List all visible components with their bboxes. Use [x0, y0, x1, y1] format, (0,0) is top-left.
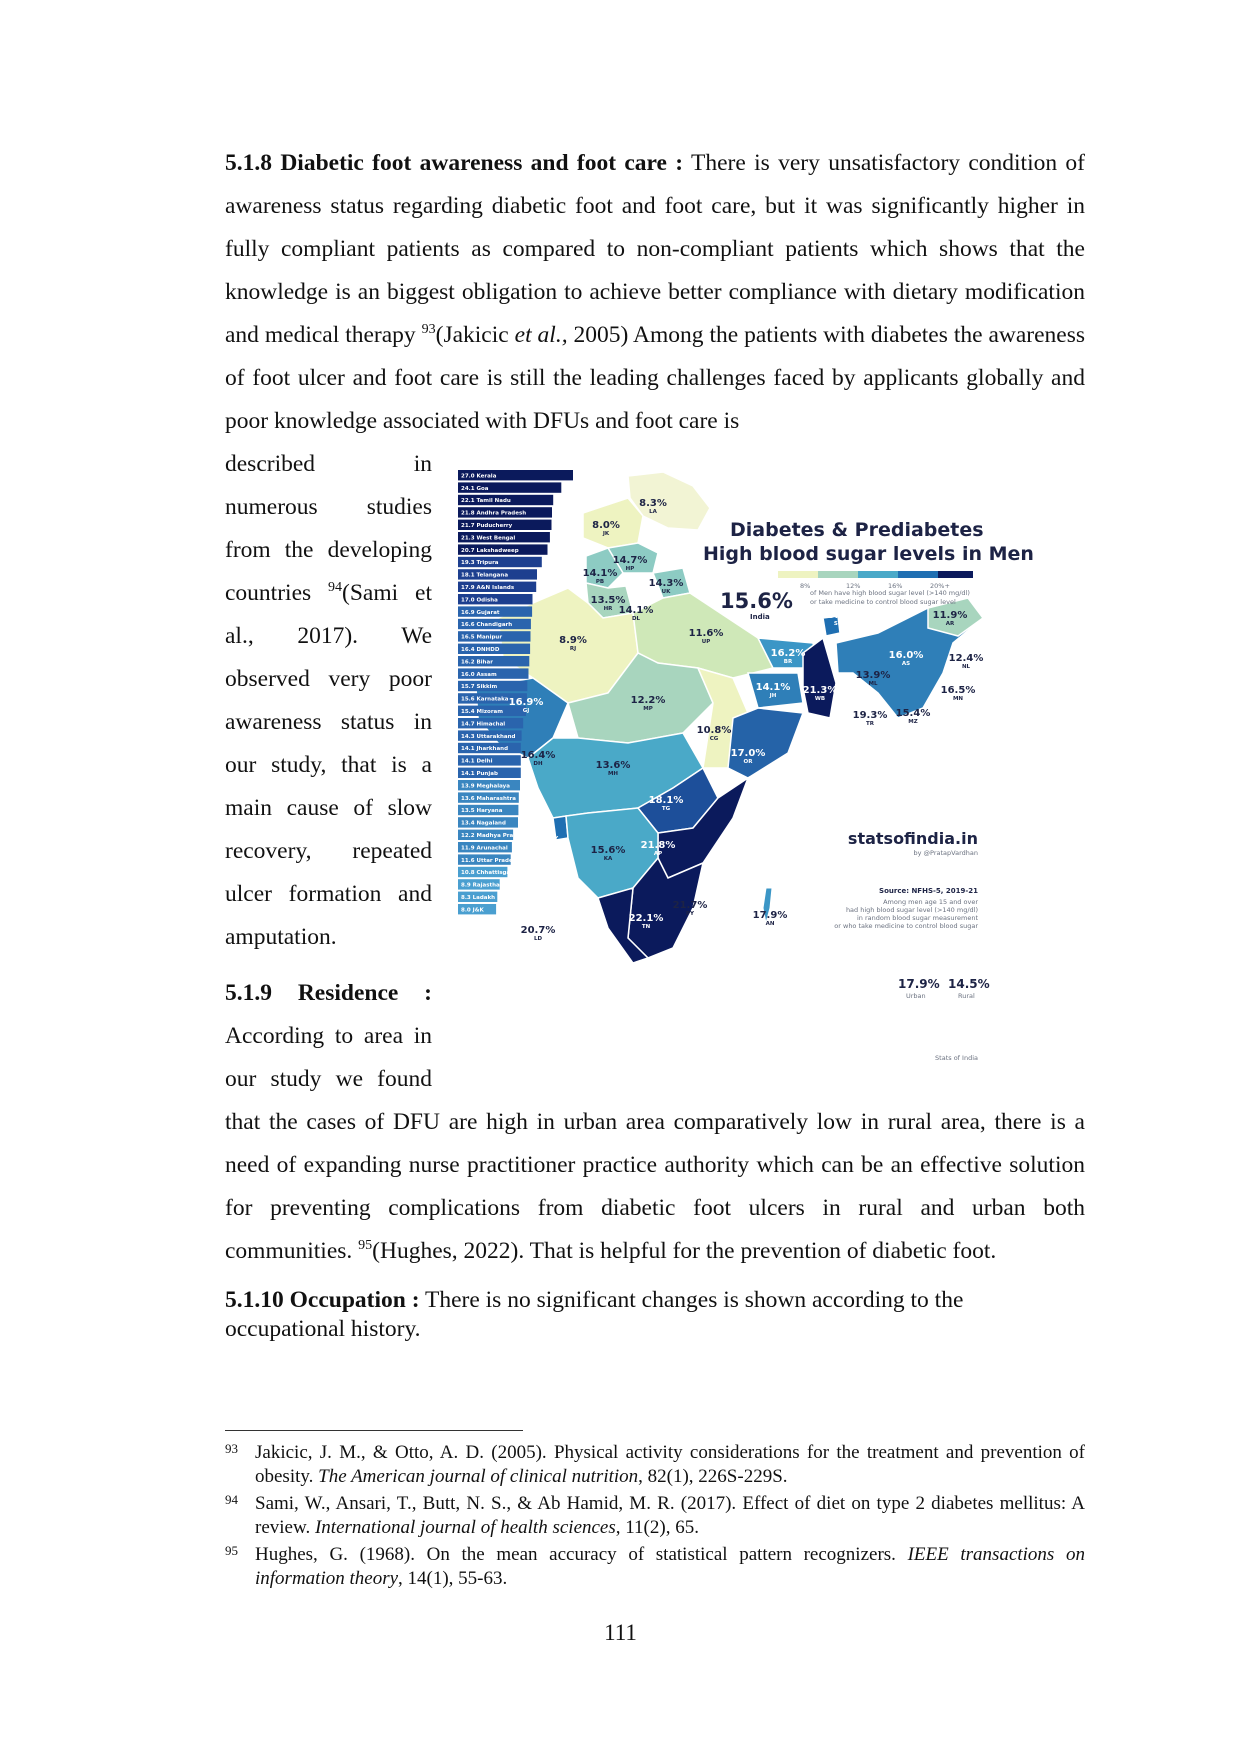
map-state-code: HR — [603, 606, 613, 612]
footnote-95 — [225, 1543, 1085, 1591]
rank-bar-label: 10.8 Chhattisgarh — [461, 870, 517, 877]
map-value-label: 8.3% — [639, 498, 667, 509]
footnote-number: 93 — [225, 1441, 238, 1456]
rank-bar-label: 13.9 Meghalaya — [461, 783, 510, 790]
narrow-text-b: (Sami et al., 2017). We observed very poor awareness status in our study, that is a main cause of slow recovery, repeated ulcer formation and amputation. — [225, 580, 433, 950]
map-state-code: UK — [661, 589, 671, 595]
brand-name: statsofindia.in — [847, 829, 978, 848]
scale-tick: 8% — [800, 582, 811, 590]
rank-bar-label: 14.1 Punjab — [461, 771, 498, 777]
map-state-code: LA — [649, 509, 657, 515]
urban-label: Urban — [906, 992, 926, 1000]
map-state-code: OR — [743, 759, 753, 765]
narrow-text-a: described in numerous studies from the developing countries — [225, 451, 432, 606]
section-5110-text: There is no significant changes is shown according to the occupational history. — [225, 1287, 964, 1342]
citation-93-etal: et al., — [514, 322, 568, 348]
infographic-title-1: Diabetes & Prediabetes — [730, 519, 984, 541]
method-line: Among men age 15 and over — [883, 898, 978, 906]
map-value-label: 16.4% — [520, 750, 556, 761]
map-value-label: 8.9% — [559, 635, 587, 646]
page-number: 111 — [604, 1620, 637, 1645]
map-value-label: 21.3% — [802, 685, 838, 696]
urban-value: 17.9% — [898, 977, 940, 991]
headline-note-1: of Men have high blood sugar level (>140 mg/dl) — [810, 589, 970, 597]
map-state-code: WB — [814, 696, 826, 702]
map-value-label: 14.7% — [612, 555, 648, 566]
scale-tick: 20%+ — [930, 582, 950, 590]
rank-bar-label: 13.5 Haryana — [461, 808, 503, 815]
rank-bar-label: 14.1 Delhi — [461, 758, 493, 765]
map-state-code: PY — [685, 911, 695, 917]
method-line: in random blood sugar measurement — [856, 914, 978, 922]
map-state-code: MP — [643, 706, 653, 712]
rank-bar-label: 14.3 Uttarakhand — [461, 733, 516, 740]
map-value-label: 11.6% — [688, 628, 724, 639]
section-519-text-end: (Hughes, 2022). That is helpful for the prevention of diabetic foot. — [372, 1238, 997, 1264]
rank-bar-label: 12.2 Madhya Pradesh — [461, 833, 529, 839]
map-state-code: TN — [641, 924, 651, 930]
section-519-heading-block — [225, 972, 432, 1015]
rank-bar-label: 22.1 Tamil Nadu — [461, 498, 511, 505]
map-value-label: 21.7% — [672, 900, 708, 911]
map-value-label: 16.5% — [940, 685, 976, 696]
footnote-plain: Jakicic, J. M., & Otto, A. D. (2005). Physical activity considerations for the treatment and prevention of obesity. — [255, 1442, 1085, 1487]
citation-95: 95 — [358, 1238, 373, 1254]
credit-text: Stats of India — [935, 1054, 978, 1062]
map-value-label: 14.1% — [755, 682, 791, 693]
brand-sub: by @PratapVardhan — [913, 849, 978, 857]
map-state-code: GA — [538, 846, 548, 852]
rank-bar-label: 16.6 Chandigarh — [461, 622, 513, 629]
headline-note-2: or take medicine to control blood sugar level — [810, 598, 956, 606]
section-518-text-cont: 2005) Among the patients with diabetes the awareness of foot ulcer and foot care is still the leading challenges faced by applicants globally and poor knowledge associated with DFUs and foot care is — [225, 322, 1086, 434]
rank-bar-label: 20.7 Lakshadweep — [461, 547, 519, 554]
diabetes-infographic — [458, 468, 1123, 1080]
map-state-code: KA — [603, 856, 613, 862]
infographic-title-2: High blood sugar levels in Men — [703, 543, 1034, 565]
map-value-label: 14.3% — [648, 578, 684, 589]
map-value-label: 10.8% — [696, 725, 732, 736]
color-scale — [778, 571, 973, 590]
source-text: Source: NFHS-5, 2019-21 — [879, 887, 978, 895]
citation-94: 94 — [328, 580, 343, 596]
map-value-label: 13.9% — [855, 670, 891, 681]
footnote-rule — [225, 1430, 523, 1431]
footnote-number: 95 — [225, 1543, 238, 1558]
rank-bar-label: 8.0 J&K — [461, 907, 484, 914]
infographic-svg — [458, 468, 1123, 1080]
rank-bar-label: 11.6 Uttar Pradesh — [461, 857, 520, 864]
map-value-label: 12.2% — [630, 695, 666, 706]
map-value-label: 12.4% — [948, 653, 984, 664]
map-value-label: 15.6% — [590, 845, 626, 856]
rank-bar-label: 16.0 Assam — [461, 671, 497, 678]
map-value-label: 18.1% — [648, 795, 684, 806]
map-state-code: SK — [833, 621, 843, 627]
citation-93-author: (Jakicic — [435, 322, 509, 348]
map-state-code: LD — [533, 936, 543, 942]
map-state-code: KL — [582, 931, 590, 937]
rank-bar-label: 16.5 Manipur — [461, 634, 503, 641]
headline-sub: India — [750, 613, 770, 621]
map-value-label: 16.0% — [888, 650, 924, 661]
section-519-heading: 5.1.9 Residence : — [225, 980, 432, 1006]
section-5110-heading: 5.1.10 Occupation : — [225, 1287, 420, 1313]
footnote-93 — [225, 1441, 1085, 1489]
headline-value: 15.6% — [720, 589, 793, 613]
rank-bar-label: 8.3 Ladakh — [461, 895, 496, 901]
rank-bar-label: 27.0 Kerala — [461, 473, 497, 480]
rank-bar-label: 16.9 Gujarat — [461, 609, 500, 616]
footnote-plain: Sami, W., Ansari, T., Butt, N. S., & Ab Hamid, M. R. (2017). Effect of diet on type 2 diabetes mellitus: A review. — [255, 1493, 1085, 1538]
map-state-code: GJ — [522, 708, 530, 714]
map-value-label: 16.2% — [770, 648, 806, 659]
footnote-text — [255, 1441, 1085, 1489]
map-state-code: BR — [783, 659, 793, 665]
footnote-journal: The American journal of clinical nutrition — [318, 1466, 639, 1487]
rank-bar-label: 15.6 Karnataka — [461, 696, 509, 703]
rank-bar-label: 17.0 Odisha — [461, 597, 498, 604]
region-wb — [803, 638, 836, 718]
map-value-label: 20.7% — [520, 925, 556, 936]
section-518-heading: 5.1.8 Diabetic foot awareness and foot care : — [225, 150, 684, 176]
map-value-label: 13.5% — [590, 595, 626, 606]
map-state-code: RJ — [569, 646, 577, 652]
method-line: had high blood sugar level (>140 mg/dl) — [845, 906, 978, 914]
footnote-text — [255, 1543, 1085, 1591]
map-value-label: 16.9% — [508, 697, 544, 708]
map-state-code: DH — [533, 761, 543, 767]
map-value-label: 14.1% — [618, 605, 654, 616]
section-519-text: that the cases of DFU are high in urban area comparatively low in rural area, there is a need of expanding nurse practitioner practice authority which can be an effective solution for preventing complications from diabetic foot ulcers in rural and urban both communities. — [225, 1109, 1085, 1264]
rank-bar-label: 21.7 Puducherry — [461, 523, 513, 529]
map-value-label: 8.0% — [592, 520, 620, 531]
map-state-code: HP — [625, 566, 635, 572]
footnote-number: 94 — [225, 1492, 238, 1507]
rank-bar-label: 13.4 Nagaland — [461, 820, 506, 827]
footnote-tail: , 11(2), 65. — [615, 1517, 699, 1538]
rank-bar-label: 14.7 Himachal — [461, 721, 506, 728]
rank-bar-label: 21.8 Andhra Pradesh — [461, 510, 527, 517]
map-value-label: 22.1% — [628, 913, 664, 924]
footnote-text — [255, 1492, 1085, 1540]
scale-tick: 16% — [888, 582, 903, 590]
rank-bar-label: 24.1 Goa — [461, 485, 489, 492]
map-value-label: 19.3% — [852, 710, 888, 721]
map-state-code: MN — [952, 696, 964, 702]
map-value-label: 27.0% — [568, 920, 604, 931]
map-state-code: JK — [602, 531, 610, 537]
narrow-column-518 — [225, 443, 432, 959]
narrow-column-519 — [225, 1015, 432, 1101]
map-state-code: DL — [631, 616, 641, 622]
map-state-code: AP — [653, 851, 663, 857]
map-value-label: 14.1% — [582, 568, 618, 579]
map-state-code: PB — [595, 579, 605, 585]
rank-bar-label: 16.4 DNHDD — [461, 647, 500, 653]
footnote-94 — [225, 1492, 1085, 1540]
map-state-code: CG — [709, 736, 719, 742]
section-519-paragraph — [225, 1101, 1085, 1273]
citation-93: 93 — [421, 322, 436, 338]
rank-bar-label: 8.9 Rajasthan — [461, 882, 504, 889]
section-5110-paragraph — [225, 1286, 1085, 1344]
map-value-label: 21.8% — [640, 840, 676, 851]
rank-bar-label: 21.3 West Bengal — [461, 535, 516, 542]
map-value-label: 15.4% — [895, 708, 931, 719]
scale-tick: 12% — [846, 582, 861, 590]
footnote-journal: IEEE transactions on information theory — [255, 1544, 1085, 1589]
rank-bar-label: 13.6 Maharashtra — [461, 795, 516, 802]
rural-label: Rural — [958, 992, 975, 1000]
rank-bar-label: 15.4 Mizoram — [461, 709, 503, 715]
map-state-code: AR — [945, 621, 955, 627]
footnote-journal: International journal of health sciences — [314, 1517, 616, 1538]
rank-bar-label: 17.9 A&N Islands — [461, 585, 515, 591]
map-value-label: 13.6% — [595, 760, 631, 771]
rank-bar-label: 14.1 Jharkhand — [461, 746, 509, 753]
rank-bar-label: 15.7 Sikkim — [461, 684, 498, 691]
section-518-text: There is very unsatisfactory condition of awareness status regarding diabetic foot and foot care, but it was significantly higher in fully compliant patients as compared to non-compliant patients which shows that the knowledge is an biggest obligation to achieve better compliance with dietary modification and medical therapy — [225, 150, 1085, 348]
map-state-code: MH — [607, 771, 619, 777]
map-value-label: 11.9% — [932, 610, 968, 621]
map-value-label: 24.1% — [525, 835, 561, 846]
rank-bar-label: 16.2 Bihar — [461, 659, 493, 666]
rank-bar-label: 11.9 Arunachal — [461, 845, 508, 852]
footnote-plain: Hughes, G. (1968). On the mean accuracy of statistical pattern recognizers. — [255, 1544, 896, 1565]
map-state-code: NL — [961, 664, 971, 670]
map-state-code: AN — [765, 921, 775, 927]
rank-bar-label: 18.1 Telangana — [461, 572, 509, 579]
region-odisha — [728, 708, 803, 778]
map-state-code: UP — [701, 639, 711, 645]
map-state-code: ML — [868, 681, 878, 687]
rank-bar-label: 19.3 Tripura — [461, 560, 499, 567]
map-value-label: 17.0% — [730, 748, 766, 759]
map-state-code: TR — [866, 721, 874, 727]
section-519-narrow-text: According to area in our study we found — [225, 1023, 432, 1092]
section-518-paragraph — [225, 142, 1085, 443]
map-value-label: 17.9% — [752, 910, 788, 921]
rural-value: 14.5% — [948, 977, 990, 991]
map-state-code: AS — [901, 661, 911, 667]
method-line: or who take medicine to control blood sugar — [834, 922, 978, 930]
footnote-tail: , 82(1), 226S-229S. — [638, 1466, 788, 1487]
map-state-code: TG — [661, 806, 671, 812]
map-state-code: MZ — [908, 719, 918, 725]
map-state-code: JH — [769, 693, 777, 699]
map-value-label: 15.7% — [820, 610, 856, 621]
footnote-tail: , 14(1), 55-63. — [398, 1568, 508, 1589]
